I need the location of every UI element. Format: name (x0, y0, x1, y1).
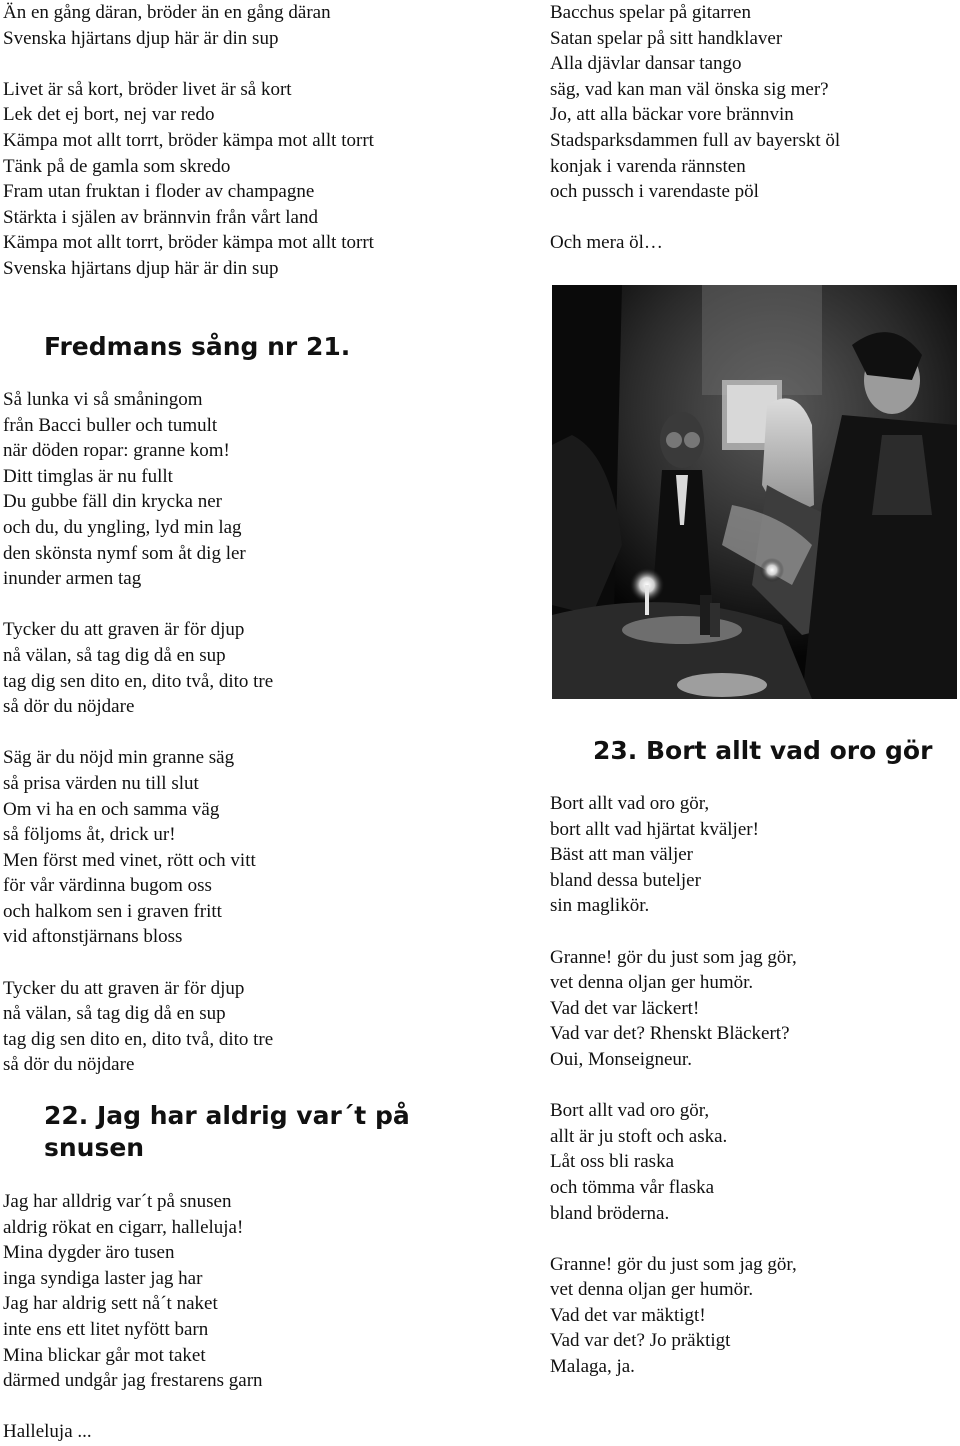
lyric-line: när döden ropar: granne kom! (3, 440, 230, 462)
song-23-stanza-3 (550, 1098, 950, 1226)
intro-stanza-1 (3, 0, 523, 51)
lyric-line: Och mera öl… (550, 232, 663, 254)
lyric-line: nå välan, så tag dig då en sup (3, 644, 226, 666)
lyric-line: Än en gång däran, bröder än en gång däran (3, 2, 331, 23)
lyric-line: och pussch i varendaste pöl (550, 181, 759, 203)
song-22-lyrics (3, 1189, 523, 1445)
lyric-line: Svenska hjärtans djup här är din sup (3, 257, 279, 279)
lyric-line: vet denna oljan ger humör. (550, 972, 754, 994)
lyric-line: Kämpa mot allt torrt, bröder kämpa mot allt torrt (3, 129, 374, 151)
right-column (550, 0, 950, 256)
lyric-line: nå välan, så tag dig då en sup (3, 1003, 226, 1025)
song-21-chorus-1 (3, 617, 523, 719)
lyric-line: aldrig rökat en cigarr, halleluja! (3, 1216, 244, 1238)
song-22-heading-line-2: snusen (44, 1133, 145, 1162)
lyric-line: bland dessa buteljer (550, 869, 701, 891)
lyric-line: Bort allt vad oro gör, (550, 1100, 710, 1122)
lyric-line: vet denna oljan ger humör. (550, 1279, 754, 1301)
lyric-line: Tycker du att graven är för djup (3, 619, 245, 641)
lyric-line: Livet är så kort, bröder livet är så kort (3, 78, 292, 100)
lyric-line: Säg är du nöjd min granne säg (3, 747, 235, 769)
lyric-line: Kämpa mot allt torrt, bröder kämpa mot allt torrt (3, 232, 374, 254)
song-23-section (550, 735, 950, 767)
lyric-line: Om vi ha en och samma väg (3, 798, 220, 820)
lyric-line: Fram utan fruktan i floder av champagne (3, 181, 315, 203)
left-column (3, 0, 523, 282)
lyric-line: Tänk på de gamla som skredo (3, 155, 231, 177)
lyric-line: Bacchus spelar på gitarren (550, 2, 751, 23)
lyric-line: så prisa värden nu till slut (3, 772, 199, 794)
intro-stanza-2 (3, 77, 523, 282)
lyric-line: vid aftonstjärnans bloss (3, 926, 183, 948)
song-23-stanza-2 (550, 945, 950, 1073)
lyric-line: Vad det var läckert! (550, 997, 700, 1019)
lyric-line: konjak i varenda rännsten (550, 155, 746, 177)
lyric-line: Alla djävlar dansar tango (550, 53, 742, 75)
lyric-line: Jag har alldrig var´t på snusen (3, 1191, 232, 1212)
lyric-line: tag dig sen dito en, dito två, dito tre (3, 1028, 274, 1050)
lyric-line: bort allt vad hjärtat kväljer! (550, 818, 759, 840)
song-21-heading: Fredmans sång nr 21. (44, 332, 351, 361)
lyric-line: Vad var det? Jo präktigt (550, 1330, 731, 1352)
lyric-line: Satan spelar på sitt handklaver (550, 27, 783, 49)
lyric-line: allt är ju stoft och aska. (550, 1125, 728, 1147)
song-22-heading (44, 1100, 523, 1164)
lyric-line: och tömma vår flaska (550, 1176, 715, 1198)
lyric-line: för vår värdinna bugom oss (3, 875, 212, 897)
lyric-line: Ditt timglas är nu fullt (3, 465, 173, 487)
lyric-line: Lek det ej bort, nej var redo (3, 104, 215, 126)
song-21-lyrics (3, 387, 523, 1078)
lyric-line: Bäst att man väljer (550, 844, 693, 866)
lyric-line: Du gubbe fäll din krycka ner (3, 491, 222, 513)
lyric-line: Mina dygder äro tusen (3, 1242, 175, 1264)
lyric-line: och du, du yngling, lyd min lag (3, 516, 242, 538)
lyric-line: Oui, Monseigneur. (550, 1048, 692, 1070)
song-23-lyrics (550, 791, 950, 1380)
lyric-line: Granne! gör du just som jag gör, (550, 946, 797, 968)
lyric-line: inunder armen tag (3, 568, 142, 590)
lyric-line: inte ens ett litet nyfött barn (3, 1318, 209, 1340)
lyric-line: Vad var det? Rhenskt Bläckert? (550, 1023, 790, 1045)
lyric-line: Stadsparksdammen full av bayerskt öl (550, 129, 841, 151)
lyric-line: så dör du nöjdare (3, 696, 135, 718)
lyric-line: Stärkta i själen av brännvin från vårt land (3, 206, 318, 228)
lyric-line: Bort allt vad oro gör, (550, 793, 710, 814)
song-23-stanza-1 (550, 791, 950, 919)
song-22-stanza-1 (3, 1189, 523, 1394)
song-22-heading-line-1: 22. Jag har aldrig var´t på (44, 1101, 410, 1130)
song-22-section (3, 1100, 523, 1164)
lyric-line: så dör du nöjdare (3, 1054, 135, 1076)
lyric-line: säg, vad kan man väl önska sig mer? (550, 78, 829, 100)
lyric-line: Halleluja ... (3, 1421, 92, 1443)
lyric-line: därmed undgår jag frestarens garn (3, 1370, 263, 1392)
lyric-line: sin maglikör. (550, 895, 650, 917)
party-photo-icon (552, 285, 957, 699)
song-22-stanza-2 (3, 1419, 523, 1445)
lyric-line: så följoms åt, drick ur! (3, 824, 176, 846)
lyric-line: Mina blickar går mot taket (3, 1344, 206, 1366)
lyric-line: Jag har aldrig sett nå´t naket (3, 1293, 218, 1315)
party-photo (552, 285, 957, 699)
lyric-line: Så lunka vi så småningom (3, 389, 203, 410)
lyric-line: Men först med vinet, rött och vitt (3, 849, 256, 871)
lyric-line: inga syndiga laster jag har (3, 1267, 203, 1289)
lyric-line: Tycker du att graven är för djup (3, 977, 245, 999)
lyric-line: från Bacci buller och tumult (3, 414, 218, 436)
lyric-line: bland bröderna. (550, 1202, 670, 1224)
song-21-section (3, 331, 523, 363)
right-top-stanza-1 (550, 0, 950, 205)
lyric-line: tag dig sen dito en, dito två, dito tre (3, 670, 274, 692)
lyric-line: Jo, att alla bäckar vore brännvin (550, 104, 794, 126)
lyric-line: den skönsta nymf som åt dig ler (3, 542, 246, 564)
lyric-line: och halkom sen i graven fritt (3, 900, 222, 922)
song-23-stanza-4 (550, 1252, 950, 1380)
right-top-stanza-2 (550, 230, 950, 256)
lyric-line: Malaga, ja. (550, 1356, 635, 1378)
lyric-line: Vad det var mäktigt! (550, 1304, 706, 1326)
song-21-stanza-2 (3, 745, 523, 950)
song-23-heading: 23. Bort allt vad oro gör (593, 736, 933, 765)
song-21-stanza-1 (3, 387, 523, 592)
lyric-line: Granne! gör du just som jag gör, (550, 1253, 797, 1275)
song-21-chorus-2 (3, 976, 523, 1078)
lyric-line: Låt oss bli raska (550, 1151, 675, 1173)
lyric-line: Svenska hjärtans djup här är din sup (3, 27, 279, 49)
